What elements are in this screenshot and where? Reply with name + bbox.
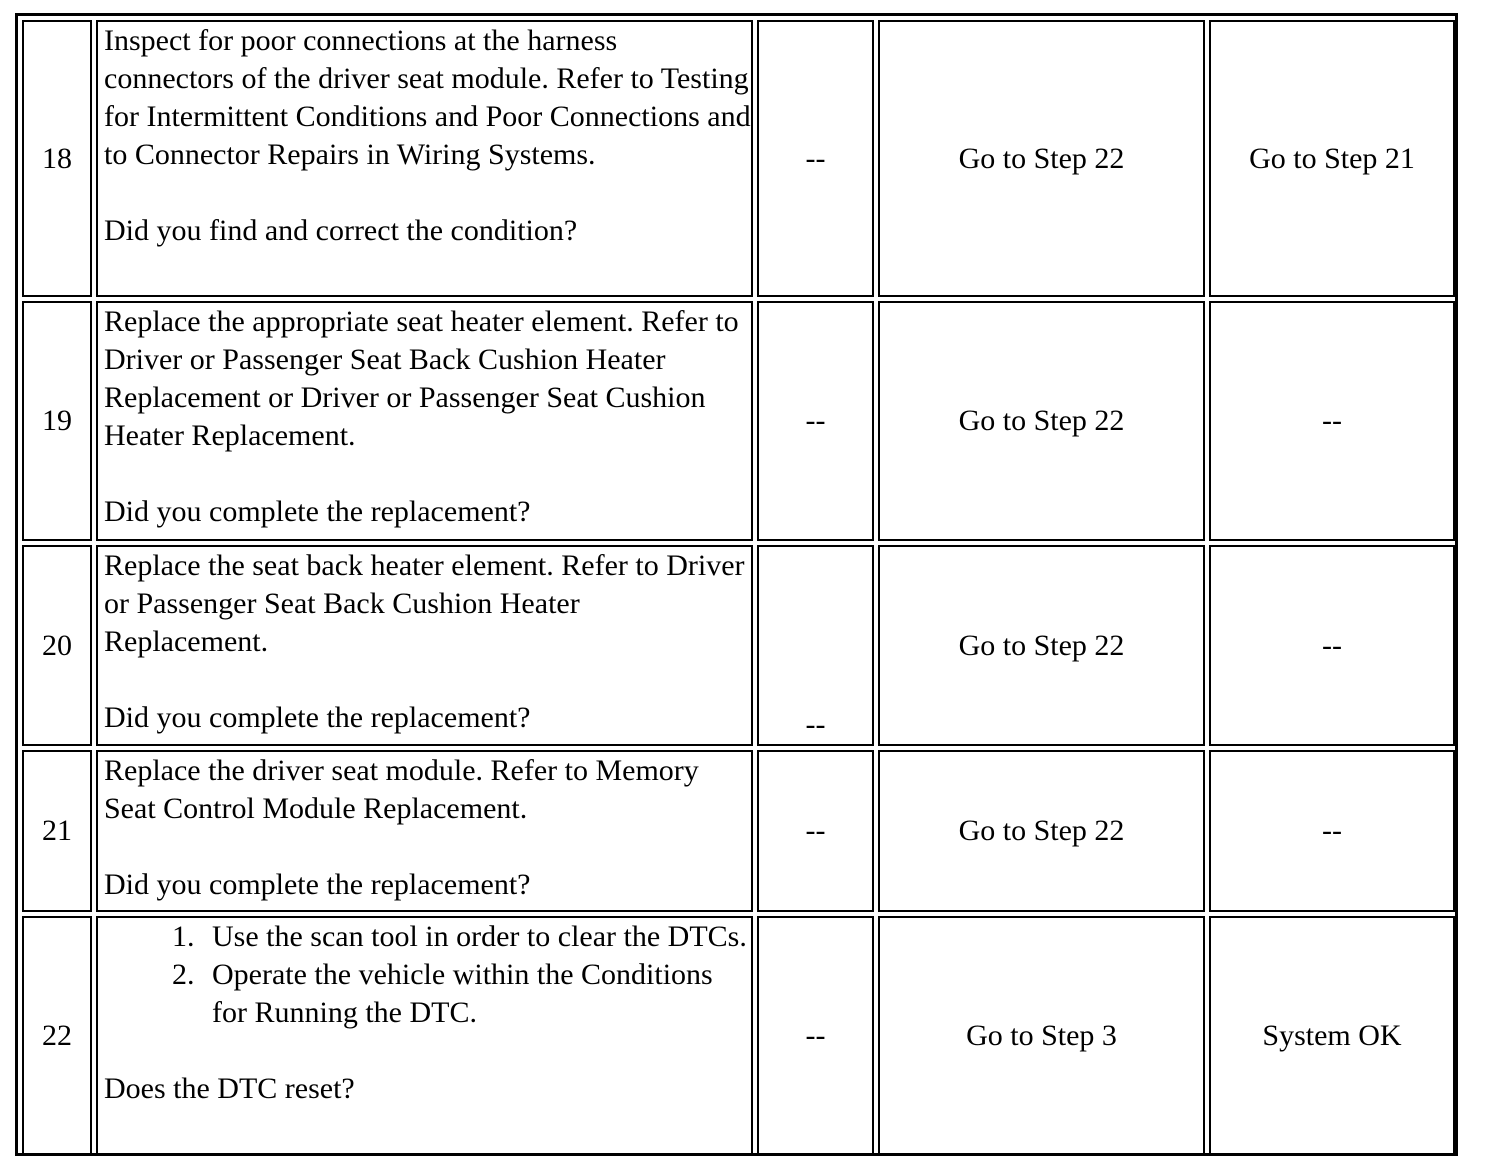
action-text: Replace the driver seat module. Refer to Memory Seat Control Module Replacement. <box>104 754 699 825</box>
table-row <box>22 916 1455 1156</box>
no-cell: -- <box>1209 301 1455 541</box>
action-question: Did you find and correct the condition? <box>104 214 578 247</box>
action-question: Did you complete the replacement? <box>104 701 531 734</box>
no-cell: System OK <box>1209 916 1455 1156</box>
step-number: 18 <box>22 20 92 297</box>
step-number: 21 <box>22 750 92 912</box>
step-number: 20 <box>22 545 92 746</box>
action-question: Does the DTC reset? <box>104 1072 355 1105</box>
step-number: 19 <box>22 301 92 541</box>
value-cell: -- <box>757 301 874 541</box>
value-cell: -- <box>757 20 874 297</box>
value-cell: -- <box>757 750 874 912</box>
no-cell: -- <box>1209 545 1455 746</box>
value-cell: -- <box>757 916 874 1156</box>
action-cell <box>96 301 753 541</box>
action-question: Did you complete the replacement? <box>104 495 531 528</box>
table-row <box>22 545 1455 746</box>
action-text: Replace the appropriate seat heater element. Refer to Driver or Passenger Seat Back Cushion Heater Replacement or Driver or Passenger Seat Cushion Heater Replacement. <box>104 305 739 452</box>
action-text: Replace the seat back heater element. Refer to Driver or Passenger Seat Back Cushion Heater Replacement. <box>104 549 745 658</box>
yes-cell: Go to Step 22 <box>878 545 1205 746</box>
yes-cell: Go to Step 22 <box>878 20 1205 297</box>
action-question: Did you complete the replacement? <box>104 868 531 901</box>
yes-cell: Go to Step 22 <box>878 301 1205 541</box>
table-row <box>22 20 1455 297</box>
yes-cell: Go to Step 22 <box>878 750 1205 912</box>
action-steps-list <box>104 918 751 1032</box>
action-cell <box>96 20 753 297</box>
action-text: Inspect for poor connections at the harness connectors of the driver seat module. Refer to Testing for Intermittent Conditions and Poor Connections and to Connector Repairs in Wiring Systems. <box>104 24 751 171</box>
table-row <box>22 301 1455 541</box>
diagnostic-table <box>18 16 1459 1160</box>
no-cell: Go to Step 21 <box>1209 20 1455 297</box>
list-item: 2. Operate the vehicle within the Conditions for Running the DTC. <box>202 956 751 1032</box>
action-cell <box>96 545 753 746</box>
table-row <box>22 750 1455 912</box>
action-cell <box>96 916 753 1156</box>
yes-cell: Go to Step 3 <box>878 916 1205 1156</box>
no-cell: -- <box>1209 750 1455 912</box>
step-number: 22 <box>22 916 92 1156</box>
value-cell: -- <box>757 545 874 746</box>
action-cell <box>96 750 753 912</box>
list-item: 1. Use the scan tool in order to clear the DTCs. <box>202 918 751 956</box>
